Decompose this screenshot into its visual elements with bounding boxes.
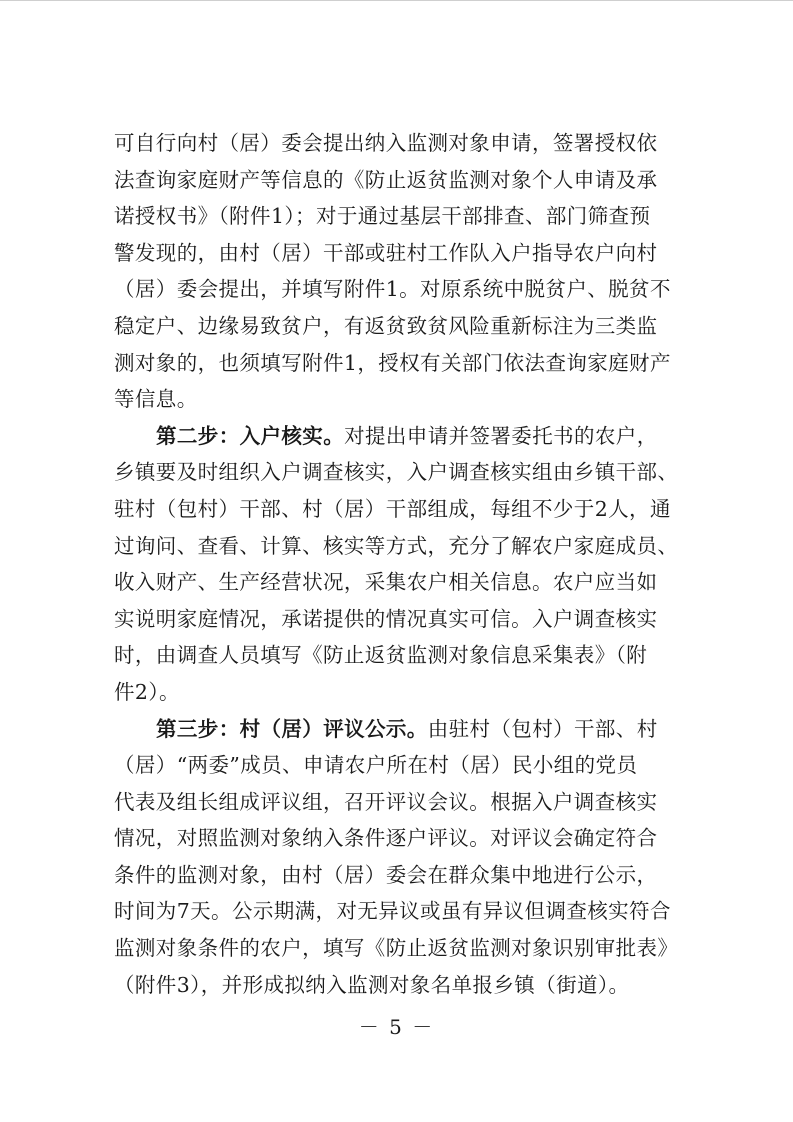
text-line: 代表及组长组成评议组，召开评议会议。根据入户调查核实	[114, 789, 658, 814]
text-line: 等信息。	[114, 387, 198, 412]
text-line: （居）委会提出，并填写附件1。对原系统中脱贫户、脱贫不	[114, 277, 671, 302]
text-line: 情况，对照监测对象纳入条件逐户评议。对评议会确定符合	[114, 826, 658, 851]
text-line: （居）“两委”成员、申请农户所在村（居）民小组的党员	[114, 753, 638, 778]
text-line: 乡镇要及时组织入户调查核实，入户调查核实组由乡镇干部、	[114, 460, 679, 485]
text-line: 稳定户、边缘易致贫户，有返贫致贫风险重新标注为三类监	[114, 313, 658, 338]
text-line: 监测对象条件的农户，填写《防止返贫监测对象识别审批表》	[114, 936, 679, 961]
text-run: 由驻村（包村）干部、村	[427, 716, 658, 741]
text-line: 测对象的，也须填写附件1，授权有关部门依法查询家庭财产	[114, 350, 671, 375]
text-line: 诺授权书》（附件1）；对于通过基层干部排查、部门筛查预	[114, 204, 651, 229]
text-line: 件2）。	[114, 679, 180, 704]
text-line: 法查询家庭财产等信息的《防止返贫监测对象个人申请及承	[114, 167, 658, 192]
body-text	[114, 125, 679, 1003]
step-heading: 第三步：村（居）评议公示。	[156, 716, 428, 741]
text-line: 条件的监测对象，由村（居）委会在群众集中地进行公示，	[114, 862, 658, 887]
text-line: （附件3），并形成拟纳入监测对象名单报乡镇（街道）。	[114, 972, 630, 997]
paragraph-2	[114, 418, 679, 711]
step-heading: 第二步：入户核实。	[156, 423, 345, 448]
text-line	[114, 418, 674, 455]
paragraph-3	[114, 711, 679, 1004]
text-line: 时间为7天。公示期满，对无异议或虽有异议但调查核实符合	[114, 899, 671, 924]
text-line: 过询问、查看、计算、核实等方式，充分了解农户家庭成员、	[114, 533, 679, 558]
text-run: 对提出申请并签署委托书的农户，	[344, 423, 658, 448]
text-line: 驻村（包村）干部、村（居）干部组成，每组不少于2人，通	[114, 496, 671, 521]
text-line: 实说明家庭情况，承诺提供的情况真实可信。入户调查核实	[114, 606, 658, 631]
text-line: 收入财产、生产经营状况，采集农户相关信息。农户应当如	[114, 570, 658, 595]
text-line: 警发现的，由村（居）干部或驻村工作队入户指导农户向村	[114, 240, 658, 265]
text-line: 可自行向村（居）委会提出纳入监测对象申请，签署授权依	[114, 131, 658, 155]
text-line	[114, 711, 674, 748]
text-line: 时，由调查人员填写《防止返贫监测对象信息采集表》（附	[114, 643, 648, 668]
page-number: － 5 －	[358, 1015, 435, 1039]
paragraph-1	[114, 125, 674, 418]
